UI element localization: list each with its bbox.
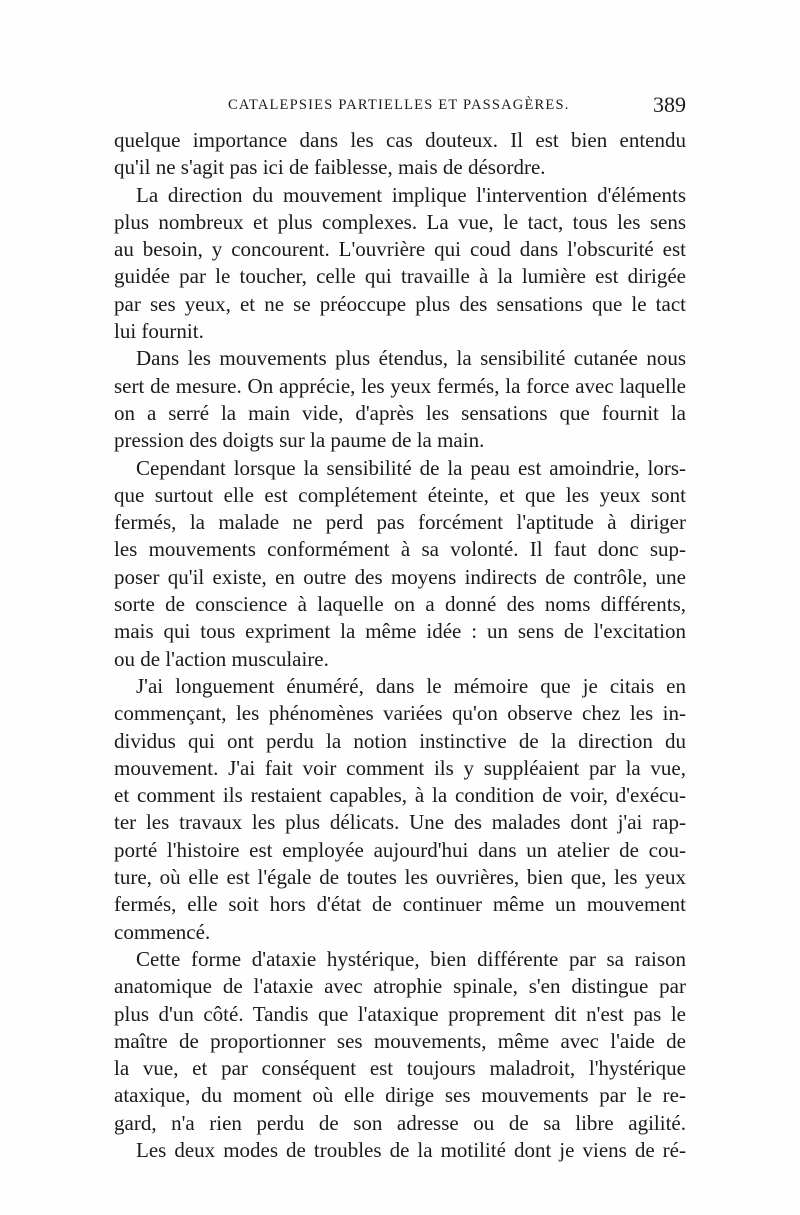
text-line: plus d'un côté. Tandis que l'ataxique proprement dit n'est pas le [114,1001,686,1026]
text-line: plus nombreux et plus complexes. La vue, le tact, tous les sens [114,209,686,234]
running-header [114,88,686,122]
text-line: ture, où elle est l'égale de toutes les ouvrières, bien que, les yeux [114,865,686,890]
text-line: gard, n'a rien perdu de son adresse ou de sa libre agilité. [114,1110,686,1135]
text-line: lui fournit. [114,319,204,344]
text-line: maître de proportionner ses mouvements, même avec l'aide de [114,1028,686,1053]
text-line: au besoin, y concourent. L'ouvrière qui coud dans l'obscurité est [114,237,686,262]
text-line: fermés, la malade ne perd pas forcément l'aptitude à diriger [114,510,686,535]
text-line: porté l'histoire est employée aujourd'hui dans un atelier de cou- [114,837,686,862]
text-line: commencé. [114,919,211,944]
text-line: sorte de conscience à laquelle on a donné des noms différents, [114,592,686,617]
text-line: et comment ils restaient capables, à la condition de voir, d'exécu- [114,783,686,808]
text-line: qu'il ne s'agit pas ici de faiblesse, mais de désordre. [114,155,546,180]
text-line: ou de l'action musculaire. [114,646,329,671]
text-line: ataxique, du moment où elle dirige ses mouvements par le re- [114,1083,686,1108]
text-line: J'ai longuement énuméré, dans le mémoire que je citais en [136,673,686,698]
text-line: fermés, elle soit hors d'état de continuer même un mouvement [114,892,686,917]
text-line: poser qu'il existe, en outre des moyens indirects de contrôle, une [114,564,686,589]
text-line: sert de mesure. On apprécie, les yeux fermés, la force avec laquelle [114,373,686,398]
text-line: mais qui tous expriment la même idée : un sens de l'excitation [114,619,686,644]
text-line: que surtout elle est complétement éteinte, et que les yeux sont [114,482,686,507]
text-line: par ses yeux, et ne se préoccupe plus des sensations que le tact [114,291,686,316]
text-line: les mouvements conformément à sa volonté. Il faut donc sup- [114,537,686,562]
text-line: commençant, les phénomènes variées qu'on observe chez les in- [114,701,686,726]
body-text [114,127,686,1164]
text-line: dividus qui ont perdu la notion instinctive de la direction du [114,728,686,753]
text-line: ter les travaux les plus délicats. Une des malades dont j'ai rap- [114,810,686,835]
text-line: Les deux modes de troubles de la motilité dont je viens de ré- [136,1137,686,1162]
text-line: quelque importance dans les cas douteux. Il est bien entendu [114,128,686,152]
text-line: anatomique de l'ataxie avec atrophie spinale, s'en distingue par [114,974,686,999]
page-number: 389 [653,92,686,117]
text-line: la vue, et par conséquent est toujours maladroit, l'hystérique [114,1056,686,1081]
text-line: Dans les mouvements plus étendus, la sensibilité cutanée nous [136,346,686,371]
text-line: pression des doigts sur la paume de la main. [114,428,485,453]
text-line: La direction du mouvement implique l'intervention d'éléments [136,182,686,207]
text-line: Cependant lorsque la sensibilité de la peau est amoindrie, lors- [136,455,686,480]
text-line: mouvement. J'ai fait voir comment ils y suppléaient par la vue, [114,755,686,780]
text-line: guidée par le toucher, celle qui travaille à la lumière est dirigée [114,264,686,289]
text-line: Cette forme d'ataxie hystérique, bien différente par sa raison [136,946,686,971]
running-title: CATALEPSIES PARTIELLES ET PASSAGÈRES. [228,97,570,113]
text-line: on a serré la main vide, d'après les sensations que fournit la [114,400,686,425]
